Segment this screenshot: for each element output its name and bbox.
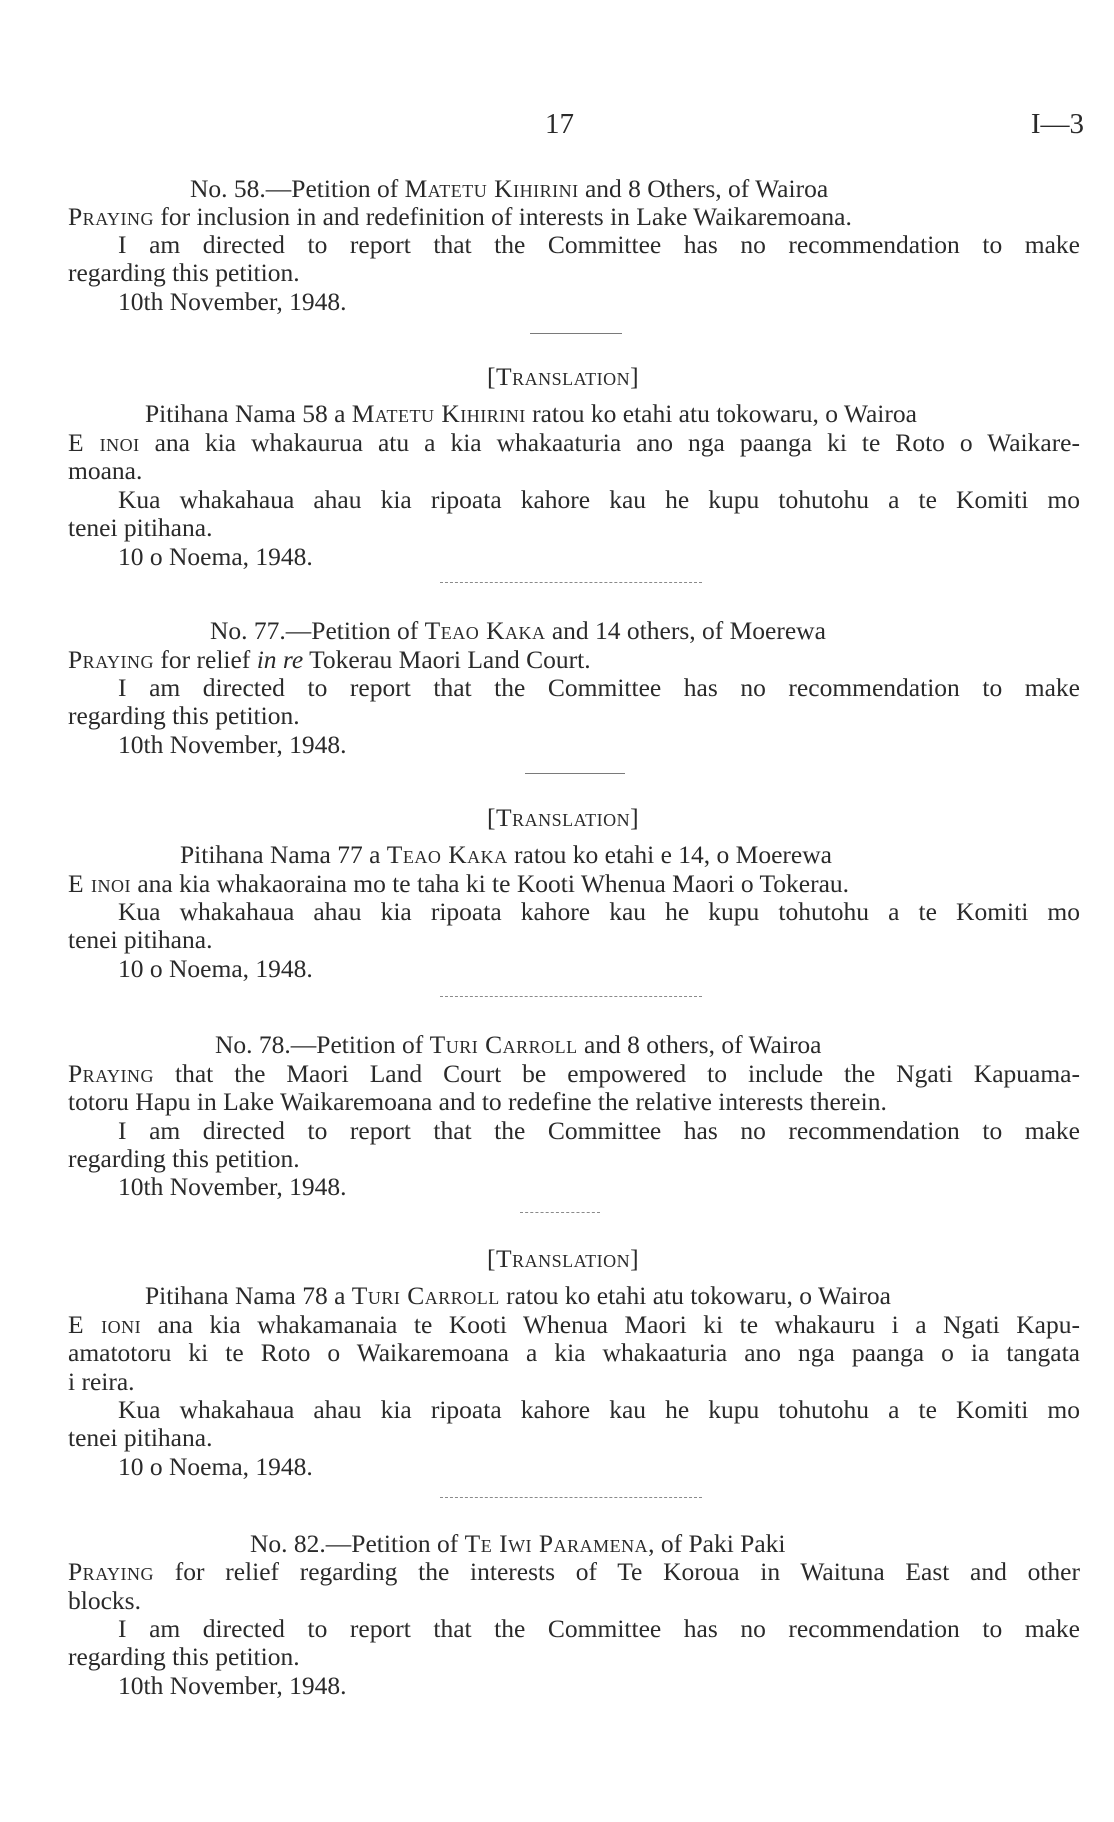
petition-82-report-line-2: regarding this petition. [68, 1642, 300, 1671]
page-number: 17 [545, 108, 574, 140]
petition-78-report-line-1: I am directed to report that the Committee has no recommendation to make [118, 1116, 1080, 1145]
translation-77-kua-line-2: tenei pitihana. [68, 925, 213, 954]
translation-78-title: Pitihana Nama 78 a Turi Carroll ratou ko etahi atu tokowaru, o Wairoa [145, 1281, 891, 1310]
petition-77-praying: Praying for relief in re Tokerau Maori Land Court. [68, 645, 591, 674]
section-divider [525, 773, 625, 774]
translation-77-date: 10 o Noema, 1948. [118, 954, 313, 983]
translation-78-inoi-line-2: amatotoru ki te Roto o Waikaremoana a kia whakaaturia ano nga paanga o ia tangata [68, 1338, 1080, 1367]
section-divider [520, 1212, 600, 1213]
petition-77-date: 10th November, 1948. [118, 730, 347, 759]
petition-82-praying-line-1: Praying for relief regarding the interests of Te Koroua in Waituna East and other [68, 1557, 1080, 1586]
petition-78-praying-line-1: Praying that the Maori Land Court be empowered to include the Ngati Kapuama- [68, 1059, 1080, 1088]
section-divider [440, 996, 702, 997]
translation-58-kua-line-2: tenei pitihana. [68, 513, 213, 542]
petitioner-name: Teao Kaka [386, 840, 508, 869]
petition-77-report-line-1: I am directed to report that the Committee has no recommendation to make [118, 673, 1080, 702]
translation-58-title: Pitihana Nama 58 a Matetu Kihirini ratou ko etahi atu tokowaru, o Wairoa [145, 399, 917, 428]
translation-77-title: Pitihana Nama 77 a Teao Kaka ratou ko etahi e 14, o Moerewa [180, 840, 832, 869]
translation-58-kua-line-1: Kua whakahaua ahau kia ripoata kahore kau he kupu tohutohu a te Komiti mo [118, 485, 1080, 514]
petition-58-report-line-1: I am directed to report that the Committee has no recommendation to make [118, 230, 1080, 259]
translation-58-inoi-line-1: E inoi ana kia whakaurua atu a kia whakaaturia ano nga paanga ki te Roto o Waikare- [68, 428, 1080, 457]
page-header [0, 108, 1114, 148]
petition-78-title: No. 78.—Petition of Turi Carroll and 8 others, of Wairoa [215, 1030, 822, 1059]
petition-77-report-line-2: regarding this petition. [68, 701, 300, 730]
translation-78-inoi-line-1: E ioni ana kia whakamanaia te Kooti Whenua Maori ki te whakauru i a Ngati Kapu- [68, 1310, 1080, 1339]
petition-77-title: No. 77.—Petition of Teao Kaka and 14 others, of Moerewa [210, 616, 826, 645]
translation-78-inoi-line-3: i reira. [68, 1367, 135, 1396]
petition-58-report-line-2: regarding this petition. [68, 258, 300, 287]
translation-78-kua-line-2: tenei pitihana. [68, 1423, 213, 1452]
petition-82-report-line-1: I am directed to report that the Committee has no recommendation to make [118, 1614, 1080, 1643]
petitioner-name: Matetu Kihirini [404, 174, 579, 203]
petition-58-title: No. 58.—Petition of Matetu Kihirini and 8 Others, of Wairoa [190, 174, 829, 203]
translation-78-date: 10 o Noema, 1948. [118, 1452, 313, 1481]
petition-58-date: 10th November, 1948. [118, 287, 347, 316]
petition-82-praying-line-2: blocks. [68, 1586, 141, 1615]
section-divider [440, 582, 702, 583]
translation-58-inoi-line-2: moana. [68, 456, 143, 485]
translation-77-inoi-line-1: E inoi ana kia whakaoraina mo te taha ki te Kooti Whenua Maori o Tokerau. [68, 869, 850, 898]
petitioner-name: Te Iwi Paramena [464, 1529, 649, 1558]
translation-heading: [Translation] [487, 362, 640, 391]
section-divider [440, 1497, 702, 1498]
translation-77-kua-line-1: Kua whakahaua ahau kia ripoata kahore kau he kupu tohutohu a te Komiti mo [118, 897, 1080, 926]
petition-82-date: 10th November, 1948. [118, 1671, 347, 1700]
petition-58-praying: Praying for inclusion in and redefinition of interests in Lake Waikaremoana. [68, 202, 852, 231]
petition-82-title: No. 82.—Petition of Te Iwi Paramena, of Paki Paki [250, 1529, 786, 1558]
section-divider [530, 333, 622, 334]
petitioner-name: Turi Carroll [351, 1281, 500, 1310]
translation-heading: [Translation] [487, 803, 640, 832]
translation-heading: [Translation] [487, 1244, 640, 1273]
translation-58-date: 10 o Noema, 1948. [118, 542, 313, 571]
petitioner-name: Teao Kaka [424, 616, 546, 645]
petition-78-praying-line-2: totoru Hapu in Lake Waikaremoana and to redefine the relative interests therein. [68, 1087, 887, 1116]
petition-78-date: 10th November, 1948. [118, 1172, 347, 1201]
translation-78-kua-line-1: Kua whakahaua ahau kia ripoata kahore kau he kupu tohutohu a te Komiti mo [118, 1395, 1080, 1424]
petitioner-name: Matetu Kihirini [351, 399, 526, 428]
petition-78-report-line-2: regarding this petition. [68, 1144, 300, 1173]
document-reference: I—3 [1030, 108, 1084, 140]
petitioner-name: Turi Carroll [429, 1030, 578, 1059]
